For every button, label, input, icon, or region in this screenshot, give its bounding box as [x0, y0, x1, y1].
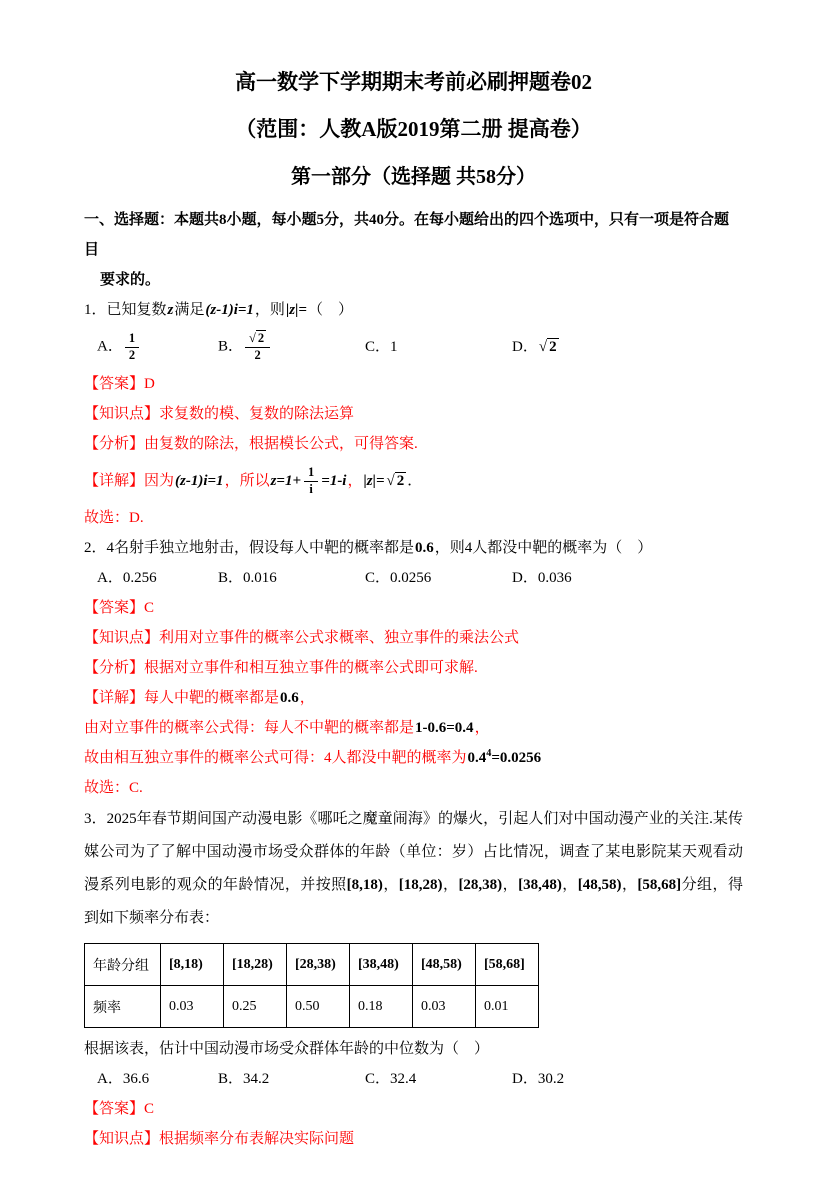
instructions-line2: 要求的。	[100, 272, 161, 288]
fraction-one-half	[125, 331, 139, 363]
q2-option-d-label: D．0.036	[512, 570, 572, 586]
q3-option-b	[218, 1064, 365, 1094]
q1-detail-text-1: 【详解】因为	[84, 473, 175, 489]
q1-option-a	[97, 331, 218, 363]
q1-detail-formula-2a: z=1+	[270, 473, 302, 489]
table-cell: 0.25	[224, 986, 287, 1028]
q2-stem-text-1: 2．4名射手独立地射击，假设每人中靶的概率都是	[84, 540, 415, 556]
fraction-denominator: i	[309, 481, 313, 496]
table-header-cell: 年龄分组	[85, 944, 161, 986]
q2-detail-line2	[84, 713, 743, 743]
q2-stem-text-2: ，则4人都没中靶的概率为（ ）	[434, 540, 653, 556]
fraction-one-over-i	[304, 465, 318, 497]
q3-option-d	[512, 1064, 743, 1094]
q1-stem-text-1: 1．已知复数	[84, 302, 167, 318]
q2-stem	[84, 533, 743, 563]
table-header-cell: [38,48)	[350, 944, 413, 986]
table-header-cell: [28,38)	[287, 944, 350, 986]
power-base: 0.4	[467, 750, 487, 766]
q2-option-c-label: C．0.0256	[365, 570, 432, 586]
table-header-cell: [58,68]	[476, 944, 539, 986]
instructions-line1: 一、选择题：本题共8小题，每小题5分，共40分。在每小题给出的四个选项中，只有一项是符合题目	[84, 212, 730, 258]
table-cell: 0.03	[413, 986, 476, 1028]
separator: ，	[382, 877, 399, 893]
q1-var-z: z	[167, 302, 174, 318]
q3-stem-text-1: 3．2025年春节期间国产动漫电影《哪吒之魔童闹海》的爆火，引起人们对中国动漫产业的关注.某传媒公司为了了解中国动漫市场受众群体的年龄（单位：岁）占比情况，调查了某电影院某天观看动漫系列电影的观众的年龄情况，并按照	[84, 811, 743, 893]
q1-formula-2: |z|=	[285, 302, 307, 318]
q3-stem-text-2: 分组，得到如下频率分布表：	[84, 877, 743, 926]
interval-4: [38,48)	[518, 877, 562, 893]
doc-subtitle: （范围：人教A版2019第二册 提高卷）	[235, 117, 592, 141]
section-instructions	[84, 205, 743, 295]
q1-option-c	[365, 332, 512, 362]
q1-knowledge: 【知识点】求复数的模、复数的除法运算	[84, 406, 355, 422]
table-value-row	[85, 986, 539, 1028]
table-cell: 0.01	[476, 986, 539, 1028]
q1-option-b-label: B．	[218, 338, 244, 355]
q1-stem-text-3: ，则	[254, 302, 285, 318]
radicand: 2	[257, 330, 265, 345]
q3-option-a-label: A．36.6	[97, 1071, 150, 1087]
q2-option-c	[365, 563, 512, 593]
question-2	[84, 533, 743, 803]
fraction-sqrt2-over-2	[245, 331, 270, 363]
q3-option-c-label: C．32.4	[365, 1071, 417, 1087]
q2-option-b-label: B．0.016	[218, 570, 277, 586]
table-header-row	[85, 944, 539, 986]
radicand: 2	[549, 339, 557, 355]
q3-option-b-label: B．34.2	[218, 1071, 270, 1087]
q2-detail2-end: ，	[474, 720, 490, 736]
q1-detail-formula-1: (z-1)i=1	[175, 473, 224, 489]
q2-option-a-label: A．0.256	[97, 570, 157, 586]
q2-detail2-text: 由对立事件的概率公式得：每人不中靶的概率都是	[84, 720, 415, 736]
q1-conclusion: 故选：D.	[84, 510, 144, 526]
q2-detail1-value: 0.6	[280, 690, 299, 706]
sqrt-sign: √ 2	[538, 339, 557, 355]
q1-detail-text-4: ．	[407, 473, 423, 489]
doc-title: 高一数学下学期期末考前必刷押题卷02	[235, 70, 592, 94]
q2-detail-line1	[84, 683, 743, 713]
q2-stem-value: 0.6	[415, 540, 434, 556]
q3-question-after-table: 根据该表，估计中国动漫市场受众群体年龄的中位数为（ ）	[84, 1041, 490, 1057]
q1-stem-text-2: 满足	[174, 302, 205, 318]
sqrt-sign: √ 2	[249, 330, 265, 345]
q1-choice-blank: （ ）	[307, 302, 353, 318]
q2-detail1-text: 【详解】每人中靶的概率都是	[84, 690, 280, 706]
fraction-numerator: 1	[125, 331, 139, 348]
power-exponent: 4	[486, 748, 492, 759]
interval-2: [18,28)	[398, 877, 443, 893]
interval-5: [48,58)	[577, 877, 622, 893]
q1-answer: 【答案】D	[84, 376, 155, 392]
table-header-cell: [48,58)	[413, 944, 476, 986]
question-3	[84, 803, 743, 1154]
q2-options	[84, 563, 743, 593]
q3-knowledge: 【知识点】根据频率分布表解决实际问题	[84, 1131, 355, 1147]
separator: ，	[621, 877, 638, 893]
q3-options	[84, 1064, 743, 1094]
table-header-cell: [18,28)	[224, 944, 287, 986]
sqrt-sign: √ 2	[386, 473, 405, 489]
separator: ，	[561, 877, 578, 893]
q3-option-d-label: D．30.2	[512, 1071, 565, 1087]
separator: ，	[502, 877, 519, 893]
q3-stem	[84, 803, 743, 935]
q2-detail3-text: 故由相互独立事件的概率公式可得：4人都没中靶的概率为	[84, 750, 467, 766]
table-cell: 0.18	[350, 986, 413, 1028]
interval-6: [58,68]	[637, 877, 682, 893]
q2-answer: 【答案】C	[84, 600, 155, 616]
interval-3: [28,38)	[458, 877, 503, 893]
fraction-denominator: 2	[254, 347, 261, 362]
q1-option-d	[512, 332, 743, 362]
q3-option-a	[97, 1064, 218, 1094]
q2-detail1-end: ，	[299, 690, 315, 706]
q2-option-b	[218, 563, 365, 593]
power-result: =0.0256	[491, 750, 542, 766]
radicand: 2	[396, 473, 405, 489]
q1-detail-text-3: ，	[347, 473, 363, 489]
q2-detail-line3	[84, 743, 743, 773]
q1-detail	[84, 459, 743, 503]
q1-stem	[84, 295, 743, 325]
q2-detail2-formula: 1-0.6=0.4	[415, 720, 474, 736]
q3-option-c	[365, 1064, 512, 1094]
q1-option-c-label: C．1	[365, 339, 398, 355]
q1-formula-1: (z-1)i=1	[205, 302, 254, 318]
fraction-numerator: 1	[304, 465, 318, 482]
q2-detail3-formula	[467, 750, 543, 766]
q1-detail-formula-3: |z|=	[363, 473, 385, 489]
q1-analysis: 【分析】由复数的除法，根据模长公式，可得答案.	[84, 436, 418, 452]
q2-option-a	[97, 563, 218, 593]
frequency-table	[84, 943, 539, 1028]
q1-option-a-label: A．	[97, 338, 123, 355]
q2-analysis: 【分析】根据对立事件和相互独立事件的概率公式即可求解.	[84, 660, 478, 676]
table-header-cell: [8,18)	[161, 944, 224, 986]
q1-option-b	[218, 331, 365, 363]
q2-conclusion: 故选：C.	[84, 780, 143, 796]
interval-1: [8,18)	[346, 877, 383, 893]
part-heading: 第一部分（选择题 共58分）	[291, 166, 536, 188]
table-row-label: 频率	[85, 986, 161, 1028]
table-cell: 0.50	[287, 986, 350, 1028]
q1-option-d-label: D．	[512, 339, 538, 355]
question-1	[84, 295, 743, 533]
q2-knowledge: 【知识点】利用对立事件的概率公式求概率、独立事件的乘法公式	[84, 630, 520, 646]
q1-detail-formula-2b: =1-i	[321, 473, 347, 489]
table-cell: 0.03	[161, 986, 224, 1028]
fraction-denominator: 2	[128, 347, 136, 362]
q1-detail-text-2: ，所以	[224, 473, 270, 489]
fraction-numerator	[245, 331, 270, 348]
q3-answer: 【答案】C	[84, 1101, 155, 1117]
q1-options	[84, 325, 743, 369]
q2-option-d	[512, 563, 743, 593]
separator: ，	[442, 877, 459, 893]
